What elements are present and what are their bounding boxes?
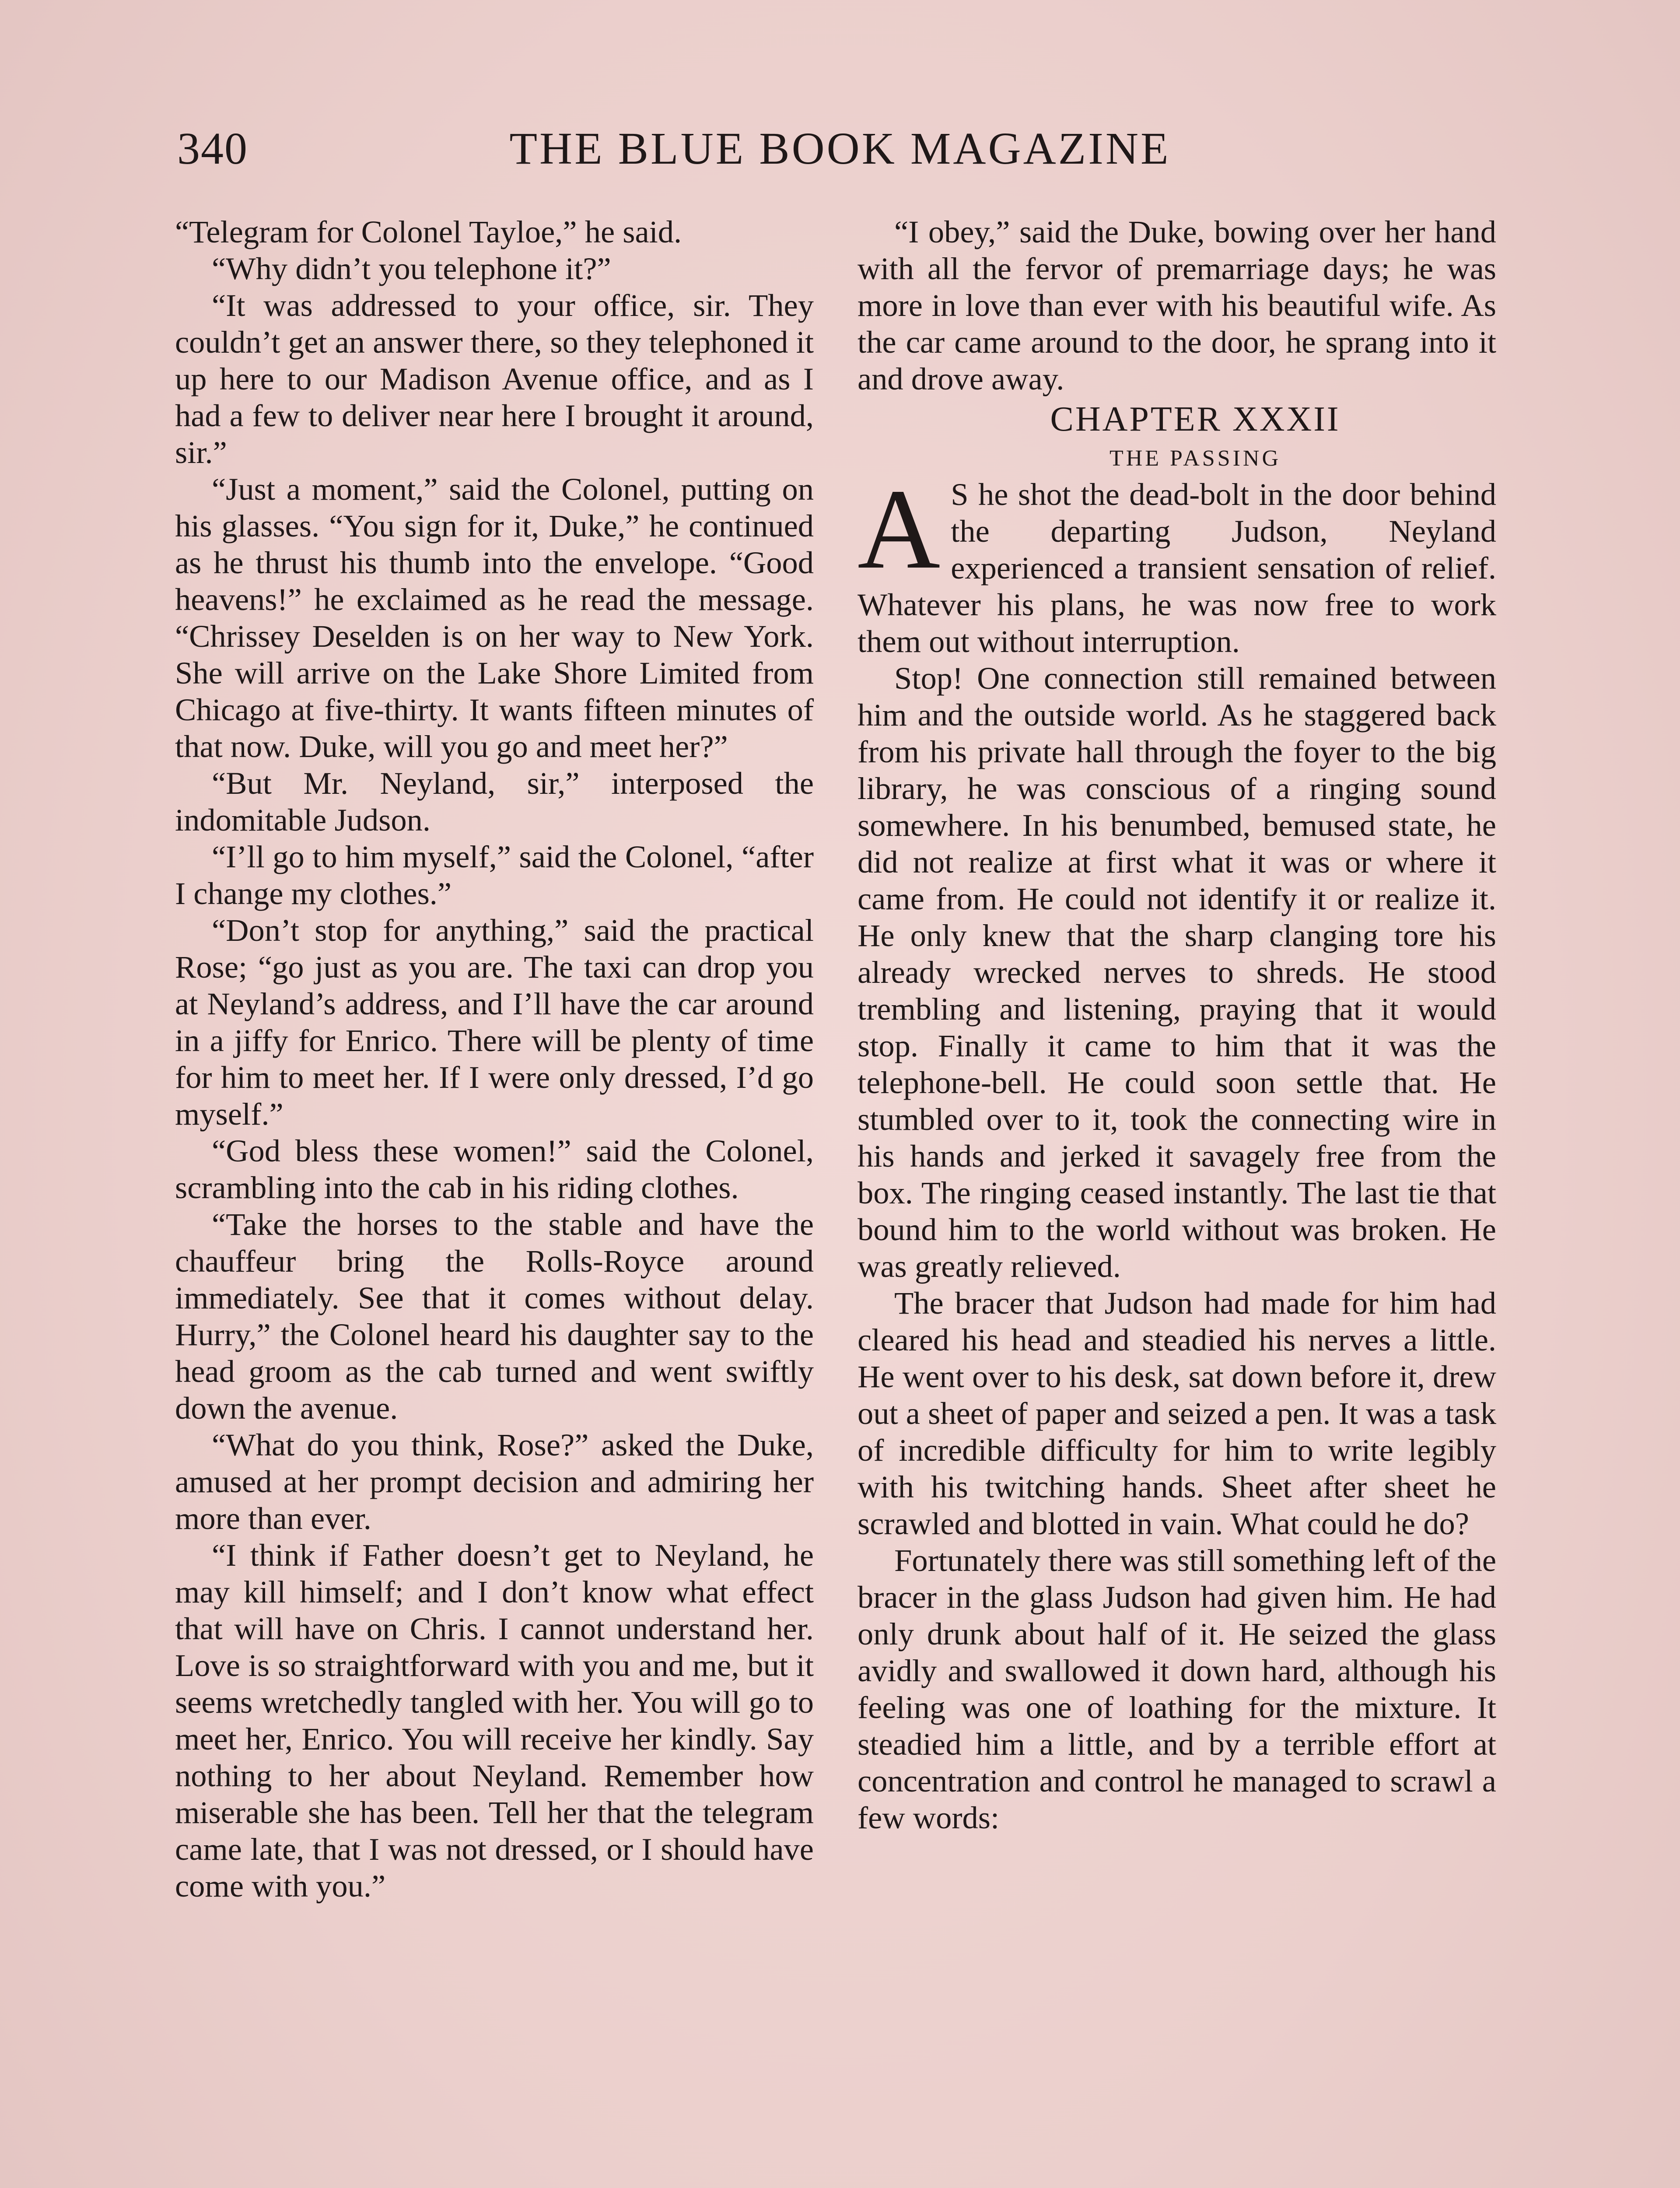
paragraph: “God bless these women!” said the Colonel, scrambling into the cab in his riding clothes. [175,1133,814,1205]
right-column [858,214,1496,1836]
paragraph: “Telegram for Colonel Tayloe,” he said. [175,214,682,249]
chapter-title: CHAPTER XXXII [1050,400,1340,438]
chapter-subtitle: THE PASSING [1109,446,1281,471]
paragraph: “But Mr. Neyland, sir,” interposed the indomitable Judson. [175,765,814,838]
chapter-opening-paragraph [858,466,1496,660]
paragraph: Stop! One connection still remained between him and the outside world. As he staggered back from his private hall through the foyer to the big library, he was conscious of a ringing sound somewhere. In his benumbed, bemused state, he did not realize at first what it was or where it came from. He could not identify it or realize it. He only knew that the sharp clanging tore his already wrecked nerves to shreds. He stood trembling and listening, praying that it would stop. Finally it came to him that it was the telephone-bell. He could soon settle that. He stumbled over to it, took the connecting wire in his hands and jerked it savagely free from the box. The ringing ceased instantly. The last tie that bound him to the world without was broken. He was greatly relieved. [858,660,1496,1284]
paragraph: “What do you think, Rose?” asked the Duke, amused at her prompt decision and admiring her more than ever. [175,1427,814,1536]
paragraph: “I think if Father doesn’t get to Neyland, he may kill himself; and I don’t know what effect that will have on Chris. I cannot understand her. Love is so straightforward with you and me, but it seems wretchedly tangled with her. You will go to meet her, Enrico. You will receive her kindly. Say nothing to her about Neyland. Remember how miserable she has been. Tell her that the telegram came late, that I was not dressed, or I should have come with you.” [175,1537,814,1904]
opening-text: S he shot the dead-bolt in the door behind the departing Judson, Neyland experienced a transient sensation of relief. Whatever his plans, he was now free to work them out without interruption. [858,477,1496,659]
drop-cap: A [858,466,941,593]
paragraph: “I’ll go to him myself,” said the Colonel, “after I change my clothes.” [175,839,814,911]
page-number: 340 [177,123,248,174]
running-head: THE BLUE BOOK MAGAZINE [509,123,1171,174]
page-header [177,118,1503,179]
paragraph: “Why didn’t you telephone it?” [212,251,611,286]
left-column [175,214,814,1904]
paragraph: “Take the horses to the stable and have the chauffeur bring the Rolls-Royce around immediately. See that it comes without delay. Hurry,” the Colonel heard his daughter say to the head groom as the cab turned and went swiftly down the avenue. [175,1206,814,1426]
paragraph: “It was addressed to your office, sir. They couldn’t get an answer there, so they telephoned it up here to our Madison Avenue office, and as I had a few to deliver near here I brought it around, sir.” [175,288,814,470]
paragraph: “Just a moment,” said the Colonel, putting on his glasses. “You sign for it, Duke,” he continued as he thrust his thumb into the envelope. “Good heavens!” he exclaimed as he read the message. “Chrissey Deselden is on her way to New York. She will arrive on the Lake Shore Limited from Chicago at five-thirty. It wants fifteen minutes of that now. Duke, will you go and meet her?” [175,471,814,764]
paragraph: Fortunately there was still something left of the bracer in the glass Judson had given him. He had only drunk about half of it. He seized the glass avidly and swallowed it down hard, although his feeling was one of loathing for the mixture. It steadied him a little, and by a terrible effort at concentration and control he managed to scrawl a few words: [858,1543,1496,1835]
paragraph: The bracer that Judson had made for him had cleared his head and steadied his nerves a little. He went over to his desk, sat down before it, drew out a sheet of paper and seized a pen. It was a task of incredible difficulty for him to write legibly with his twitching hands. Sheet after sheet he scrawled and blotted in vain. What could he do? [858,1285,1496,1541]
paragraph: “Don’t stop for anything,” said the practical Rose; “go just as you are. The taxi can drop you at Neyland’s address, and I’ll have the car around in a jiffy for Enrico. There will be plenty of time for him to meet her. If I were only dressed, I’d go myself.” [175,912,814,1132]
paragraph: “I obey,” said the Duke, bowing over her hand with all the fervor of premarriage days; he was more in love than ever with his beautiful wife. As the car came around to the door, he sprang into it and drove away. [858,214,1496,396]
